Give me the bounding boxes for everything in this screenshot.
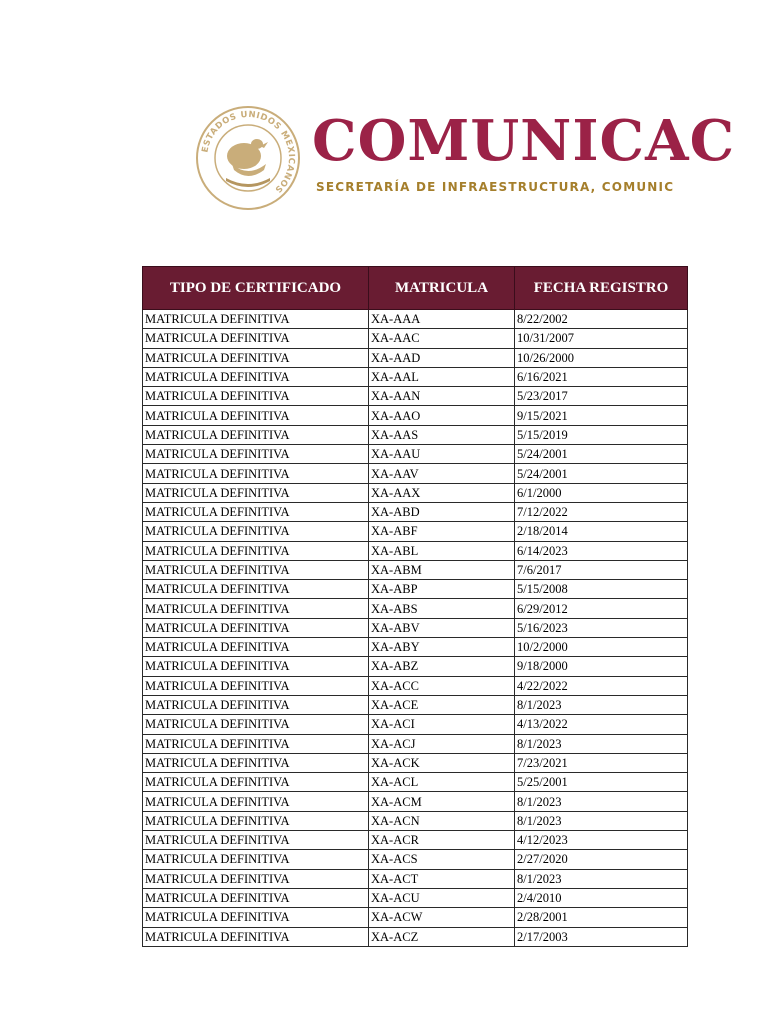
table-header-row bbox=[143, 267, 688, 310]
cell-certificate-type: MATRICULA DEFINITIVA bbox=[143, 753, 369, 772]
cell-registration: XA-ACW bbox=[369, 908, 515, 927]
cell-date: 10/2/2000 bbox=[515, 638, 688, 657]
column-header-matricula: MATRICULA bbox=[369, 267, 515, 310]
cell-certificate-type: MATRICULA DEFINITIVA bbox=[143, 657, 369, 676]
cell-date: 4/12/2023 bbox=[515, 831, 688, 850]
cell-date: 5/15/2019 bbox=[515, 425, 688, 444]
cell-certificate-type: MATRICULA DEFINITIVA bbox=[143, 541, 369, 560]
cell-registration: XA-ACZ bbox=[369, 927, 515, 946]
cell-date: 7/23/2021 bbox=[515, 753, 688, 772]
table-row bbox=[143, 580, 688, 599]
table-row bbox=[143, 522, 688, 541]
cell-date: 6/29/2012 bbox=[515, 599, 688, 618]
cell-date: 9/15/2021 bbox=[515, 406, 688, 425]
table-row bbox=[143, 831, 688, 850]
national-seal-icon bbox=[194, 104, 302, 212]
cell-registration: XA-ACU bbox=[369, 888, 515, 907]
cell-date: 2/17/2003 bbox=[515, 927, 688, 946]
table-row bbox=[143, 695, 688, 714]
table-row bbox=[143, 753, 688, 772]
table-row bbox=[143, 367, 688, 386]
table-row bbox=[143, 657, 688, 676]
cell-date: 4/13/2022 bbox=[515, 715, 688, 734]
table-row bbox=[143, 676, 688, 695]
table-row bbox=[143, 927, 688, 946]
cell-certificate-type: MATRICULA DEFINITIVA bbox=[143, 483, 369, 502]
cell-date: 7/12/2022 bbox=[515, 502, 688, 521]
cell-registration: XA-ABD bbox=[369, 502, 515, 521]
cell-registration: XA-ACE bbox=[369, 695, 515, 714]
cell-certificate-type: MATRICULA DEFINITIVA bbox=[143, 638, 369, 657]
table-body bbox=[143, 310, 688, 947]
cell-registration: XA-ABP bbox=[369, 580, 515, 599]
cell-registration: XA-ACL bbox=[369, 773, 515, 792]
cell-date: 5/25/2001 bbox=[515, 773, 688, 792]
cell-registration: XA-ACR bbox=[369, 831, 515, 850]
cell-certificate-type: MATRICULA DEFINITIVA bbox=[143, 869, 369, 888]
cell-registration: XA-AAC bbox=[369, 329, 515, 348]
cell-date: 5/16/2023 bbox=[515, 618, 688, 637]
cell-date: 5/23/2017 bbox=[515, 387, 688, 406]
table-row bbox=[143, 638, 688, 657]
cell-date: 7/6/2017 bbox=[515, 560, 688, 579]
cell-certificate-type: MATRICULA DEFINITIVA bbox=[143, 599, 369, 618]
header-banner bbox=[190, 96, 736, 216]
cell-date: 8/1/2023 bbox=[515, 695, 688, 714]
table-row bbox=[143, 348, 688, 367]
cell-certificate-type: MATRICULA DEFINITIVA bbox=[143, 773, 369, 792]
brand-subtitle: SECRETARÍA DE INFRAESTRUCTURA, COMUNIC bbox=[316, 180, 675, 194]
table-row bbox=[143, 406, 688, 425]
cell-certificate-type: MATRICULA DEFINITIVA bbox=[143, 425, 369, 444]
cell-certificate-type: MATRICULA DEFINITIVA bbox=[143, 329, 369, 348]
cell-registration: XA-ABF bbox=[369, 522, 515, 541]
cell-registration: XA-ABZ bbox=[369, 657, 515, 676]
cell-date: 5/24/2001 bbox=[515, 445, 688, 464]
cell-certificate-type: MATRICULA DEFINITIVA bbox=[143, 695, 369, 714]
cell-date: 4/22/2022 bbox=[515, 676, 688, 695]
table-row bbox=[143, 387, 688, 406]
cell-certificate-type: MATRICULA DEFINITIVA bbox=[143, 792, 369, 811]
cell-date: 6/14/2023 bbox=[515, 541, 688, 560]
table-row bbox=[143, 483, 688, 502]
cell-date: 5/15/2008 bbox=[515, 580, 688, 599]
table-row bbox=[143, 541, 688, 560]
cell-certificate-type: MATRICULA DEFINITIVA bbox=[143, 522, 369, 541]
cell-registration: XA-ACM bbox=[369, 792, 515, 811]
cell-registration: XA-ACS bbox=[369, 850, 515, 869]
cell-date: 9/18/2000 bbox=[515, 657, 688, 676]
eagle-emblem bbox=[226, 139, 270, 187]
table-row bbox=[143, 792, 688, 811]
cell-certificate-type: MATRICULA DEFINITIVA bbox=[143, 618, 369, 637]
cell-certificate-type: MATRICULA DEFINITIVA bbox=[143, 406, 369, 425]
cell-registration: XA-AAX bbox=[369, 483, 515, 502]
cell-certificate-type: MATRICULA DEFINITIVA bbox=[143, 387, 369, 406]
cell-registration: XA-AAN bbox=[369, 387, 515, 406]
cell-registration: XA-ACK bbox=[369, 753, 515, 772]
cell-certificate-type: MATRICULA DEFINITIVA bbox=[143, 502, 369, 521]
table-row bbox=[143, 560, 688, 579]
cell-certificate-type: MATRICULA DEFINITIVA bbox=[143, 850, 369, 869]
cell-date: 8/1/2023 bbox=[515, 811, 688, 830]
seal-ring-text: ESTADOS UNIDOS MEXICANOS bbox=[200, 109, 297, 195]
cell-registration: XA-AAA bbox=[369, 310, 515, 329]
cell-certificate-type: MATRICULA DEFINITIVA bbox=[143, 908, 369, 927]
cell-registration: XA-ABV bbox=[369, 618, 515, 637]
cell-registration: XA-AAV bbox=[369, 464, 515, 483]
cell-certificate-type: MATRICULA DEFINITIVA bbox=[143, 734, 369, 753]
table-row bbox=[143, 599, 688, 618]
cell-date: 10/31/2007 bbox=[515, 329, 688, 348]
table-row bbox=[143, 425, 688, 444]
cell-registration: XA-ABS bbox=[369, 599, 515, 618]
cell-date: 6/1/2000 bbox=[515, 483, 688, 502]
cell-date: 2/28/2001 bbox=[515, 908, 688, 927]
table-row bbox=[143, 773, 688, 792]
cell-date: 8/1/2023 bbox=[515, 734, 688, 753]
cell-registration: XA-ACI bbox=[369, 715, 515, 734]
cell-registration: XA-ACN bbox=[369, 811, 515, 830]
brand-title: COMUNICAC bbox=[312, 108, 736, 174]
cell-date: 2/18/2014 bbox=[515, 522, 688, 541]
cell-registration: XA-ACT bbox=[369, 869, 515, 888]
cell-date: 8/1/2023 bbox=[515, 869, 688, 888]
table-row bbox=[143, 618, 688, 637]
table-row bbox=[143, 850, 688, 869]
cell-certificate-type: MATRICULA DEFINITIVA bbox=[143, 831, 369, 850]
table-row bbox=[143, 464, 688, 483]
cell-registration: XA-ACC bbox=[369, 676, 515, 695]
table-row bbox=[143, 502, 688, 521]
cell-certificate-type: MATRICULA DEFINITIVA bbox=[143, 367, 369, 386]
cell-date: 2/4/2010 bbox=[515, 888, 688, 907]
cell-registration: XA-ABY bbox=[369, 638, 515, 657]
cell-date: 10/26/2000 bbox=[515, 348, 688, 367]
cell-date: 8/1/2023 bbox=[515, 792, 688, 811]
cell-certificate-type: MATRICULA DEFINITIVA bbox=[143, 715, 369, 734]
cell-registration: XA-AAU bbox=[369, 445, 515, 464]
table-row bbox=[143, 445, 688, 464]
table-row bbox=[143, 811, 688, 830]
cell-certificate-type: MATRICULA DEFINITIVA bbox=[143, 310, 369, 329]
cell-registration: XA-AAD bbox=[369, 348, 515, 367]
cell-date: 6/16/2021 bbox=[515, 367, 688, 386]
cell-registration: XA-ACJ bbox=[369, 734, 515, 753]
table-row bbox=[143, 908, 688, 927]
cell-certificate-type: MATRICULA DEFINITIVA bbox=[143, 676, 369, 695]
column-header-tipo: TIPO DE CERTIFICADO bbox=[143, 267, 369, 310]
cell-date: 8/22/2002 bbox=[515, 310, 688, 329]
cell-certificate-type: MATRICULA DEFINITIVA bbox=[143, 445, 369, 464]
cell-registration: XA-ABM bbox=[369, 560, 515, 579]
cell-date: 2/27/2020 bbox=[515, 850, 688, 869]
table-row bbox=[143, 734, 688, 753]
column-header-fecha: FECHA REGISTRO bbox=[515, 267, 688, 310]
cell-certificate-type: MATRICULA DEFINITIVA bbox=[143, 811, 369, 830]
cell-registration: XA-AAS bbox=[369, 425, 515, 444]
cell-registration: XA-ABL bbox=[369, 541, 515, 560]
cell-certificate-type: MATRICULA DEFINITIVA bbox=[143, 580, 369, 599]
table-row bbox=[143, 888, 688, 907]
table-row bbox=[143, 310, 688, 329]
cell-date: 5/24/2001 bbox=[515, 464, 688, 483]
table-row bbox=[143, 869, 688, 888]
cell-registration: XA-AAO bbox=[369, 406, 515, 425]
cell-certificate-type: MATRICULA DEFINITIVA bbox=[143, 560, 369, 579]
cell-certificate-type: MATRICULA DEFINITIVA bbox=[143, 348, 369, 367]
cell-registration: XA-AAL bbox=[369, 367, 515, 386]
cell-certificate-type: MATRICULA DEFINITIVA bbox=[143, 464, 369, 483]
table-row bbox=[143, 329, 688, 348]
certificates-table bbox=[142, 266, 688, 947]
cell-certificate-type: MATRICULA DEFINITIVA bbox=[143, 888, 369, 907]
cell-certificate-type: MATRICULA DEFINITIVA bbox=[143, 927, 369, 946]
table-row bbox=[143, 715, 688, 734]
